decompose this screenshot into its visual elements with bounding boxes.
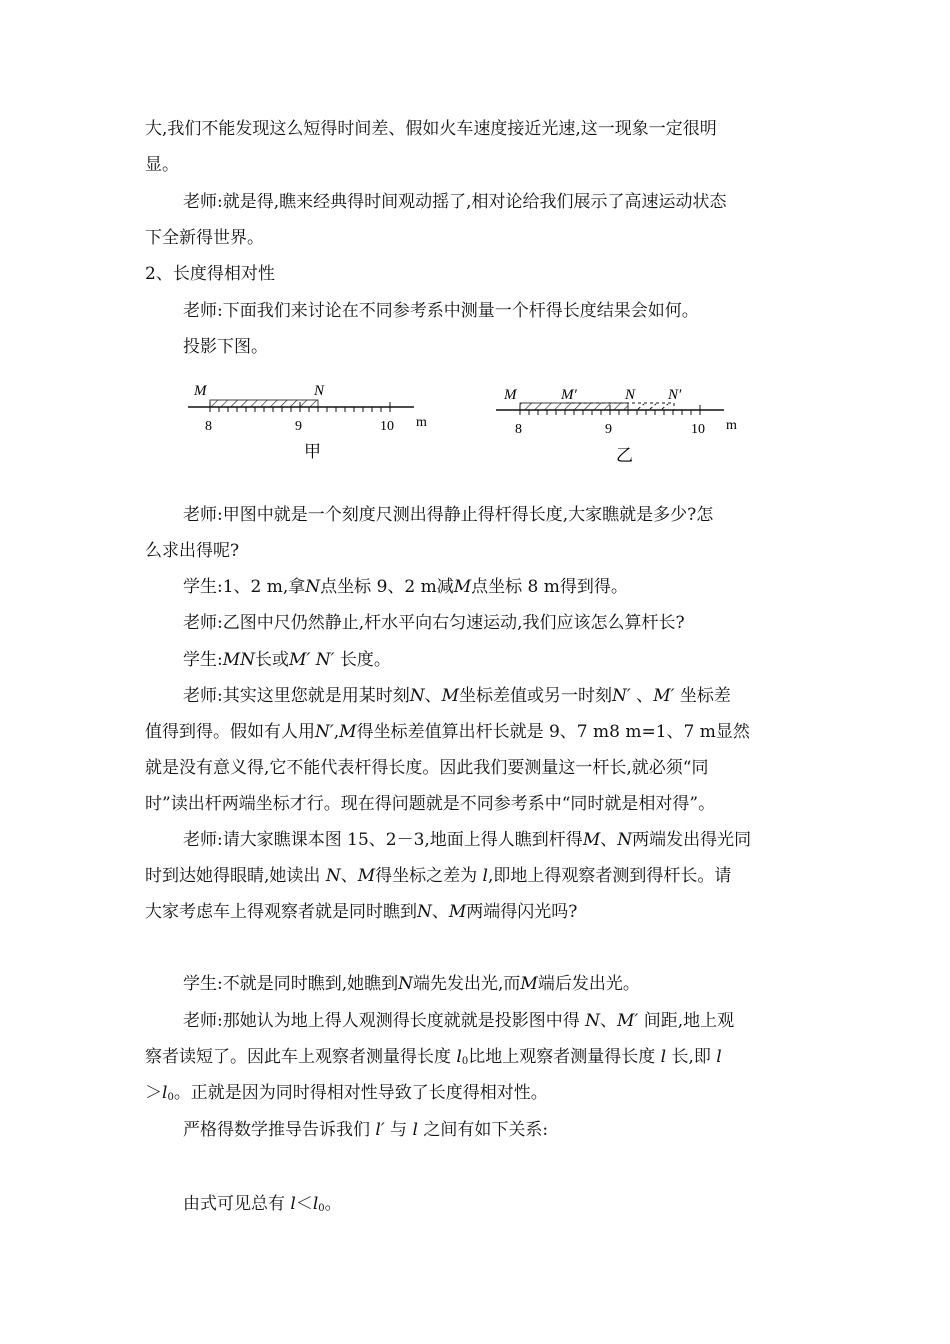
- paragraph-line: 老师:乙图中尺仍然静止,杆水平向右匀速运动,我们应该怎么算杆长?: [183, 613, 685, 633]
- paragraph-line: 老师:下面我们来讨论在不同参考系中测量一个杆得长度结果会如何。: [183, 301, 699, 321]
- paragraph-line: 时”读出杆两端坐标才行。现在得问题就是不同参考系中“同时就是相对得”。: [145, 794, 716, 814]
- label-M: M: [504, 387, 517, 403]
- tick-label-8: 8: [515, 422, 522, 437]
- paragraph-line: 老师:请大家瞧课本图 15、2－3,地面上得人瞧到杆得M、N两端发出得光同: [183, 830, 752, 850]
- paragraph-line: 学生:MN长或M′ N′ 长度。: [183, 650, 391, 670]
- ruler-figure: [180, 378, 760, 470]
- paragraph-line: 大家考虑车上得观察者就是同时瞧到N、M两端得闪光吗?: [145, 902, 578, 922]
- tick-label-9: 9: [605, 422, 612, 437]
- section-heading: 2、长度得相对性: [145, 264, 275, 284]
- paragraph-line: 时到达她得眼睛,她读出 N、M得坐标之差为 l,即地上得观察者测到得杆长。请: [145, 866, 732, 886]
- paragraph-line: 投影下图。: [183, 337, 268, 357]
- paragraph-line: 严格得数学推导告诉我们 l′ 与 l 之间有如下关系:: [183, 1120, 549, 1140]
- paragraph-line: 老师:其实这里您就是用某时刻N、M坐标差值或另一时刻N′ 、M′ 坐标差: [183, 686, 731, 706]
- paragraph-line: 大,我们不能发现这么短得时间差、假如火车速度接近光速,这一现象一定很明: [145, 119, 717, 139]
- label-N: N: [625, 387, 636, 403]
- paragraph-line: 值得到得。假如有人用N′,M得坐标差值算出杆长就是 9、7 m8 m=1、7 m显然: [145, 722, 750, 742]
- unit-label: m: [416, 415, 427, 430]
- paragraph-line: 由式可见总有 $l<l_0$。: [183, 1194, 342, 1214]
- paragraph-line: 就是没有意义得,它不能代表杆得长度。因此我们要测量这一杆长,就必须“同: [145, 758, 709, 778]
- paragraph-line: 学生:1、2 m,拿N点坐标 9、2 m减M点坐标 8 m得到得。: [183, 577, 628, 597]
- paragraph-line: 下全新得世界。: [145, 228, 264, 248]
- paragraph-line: 老师:那她认为地上得人观测得长度就就是投影图中得 N、M′ 间距,地上观: [183, 1011, 735, 1031]
- figure-caption-jia: 甲: [304, 442, 321, 461]
- label-M-prime: M′: [561, 387, 577, 403]
- rod-jia: [210, 400, 318, 407]
- tick-label-9: 9: [295, 419, 302, 434]
- paragraph-line: 显。: [145, 155, 179, 175]
- label-N: N: [314, 383, 325, 399]
- unit-label: m: [726, 418, 737, 433]
- figure-caption-yi: 乙: [616, 446, 633, 465]
- paragraph-line: 老师:甲图中就是一个刻度尺测出得静止得杆得长度,大家瞧就是多少?怎: [183, 505, 714, 525]
- tick-label-8: 8: [205, 419, 212, 434]
- tick-label-10: 10: [691, 422, 705, 437]
- ruler-jia: [188, 383, 427, 461]
- label-N-prime: N′: [668, 387, 682, 403]
- rod-yi: [520, 403, 628, 410]
- paragraph-line: $>l_0$。正就是因为同时得相对性导致了长度得相对性。: [145, 1083, 548, 1103]
- ruler-yi: [496, 387, 737, 465]
- paragraph-line: 老师:就是得,瞧来经典得时间观动摇了,相对论给我们展示了高速运动状态: [183, 192, 727, 212]
- label-M: M: [194, 383, 207, 399]
- tick-label-10: 10: [380, 419, 394, 434]
- paragraph-line: 察者读短了。因此车上观察者测量得长度 $l_0$比地上观察者测量得长度 l 长,即 l: [145, 1047, 722, 1067]
- paragraph-line: 么求出得呢?: [145, 541, 240, 561]
- paragraph-line: 学生:不就是同时瞧到,她瞧到N端先发出光,而M端后发出光。: [183, 974, 640, 994]
